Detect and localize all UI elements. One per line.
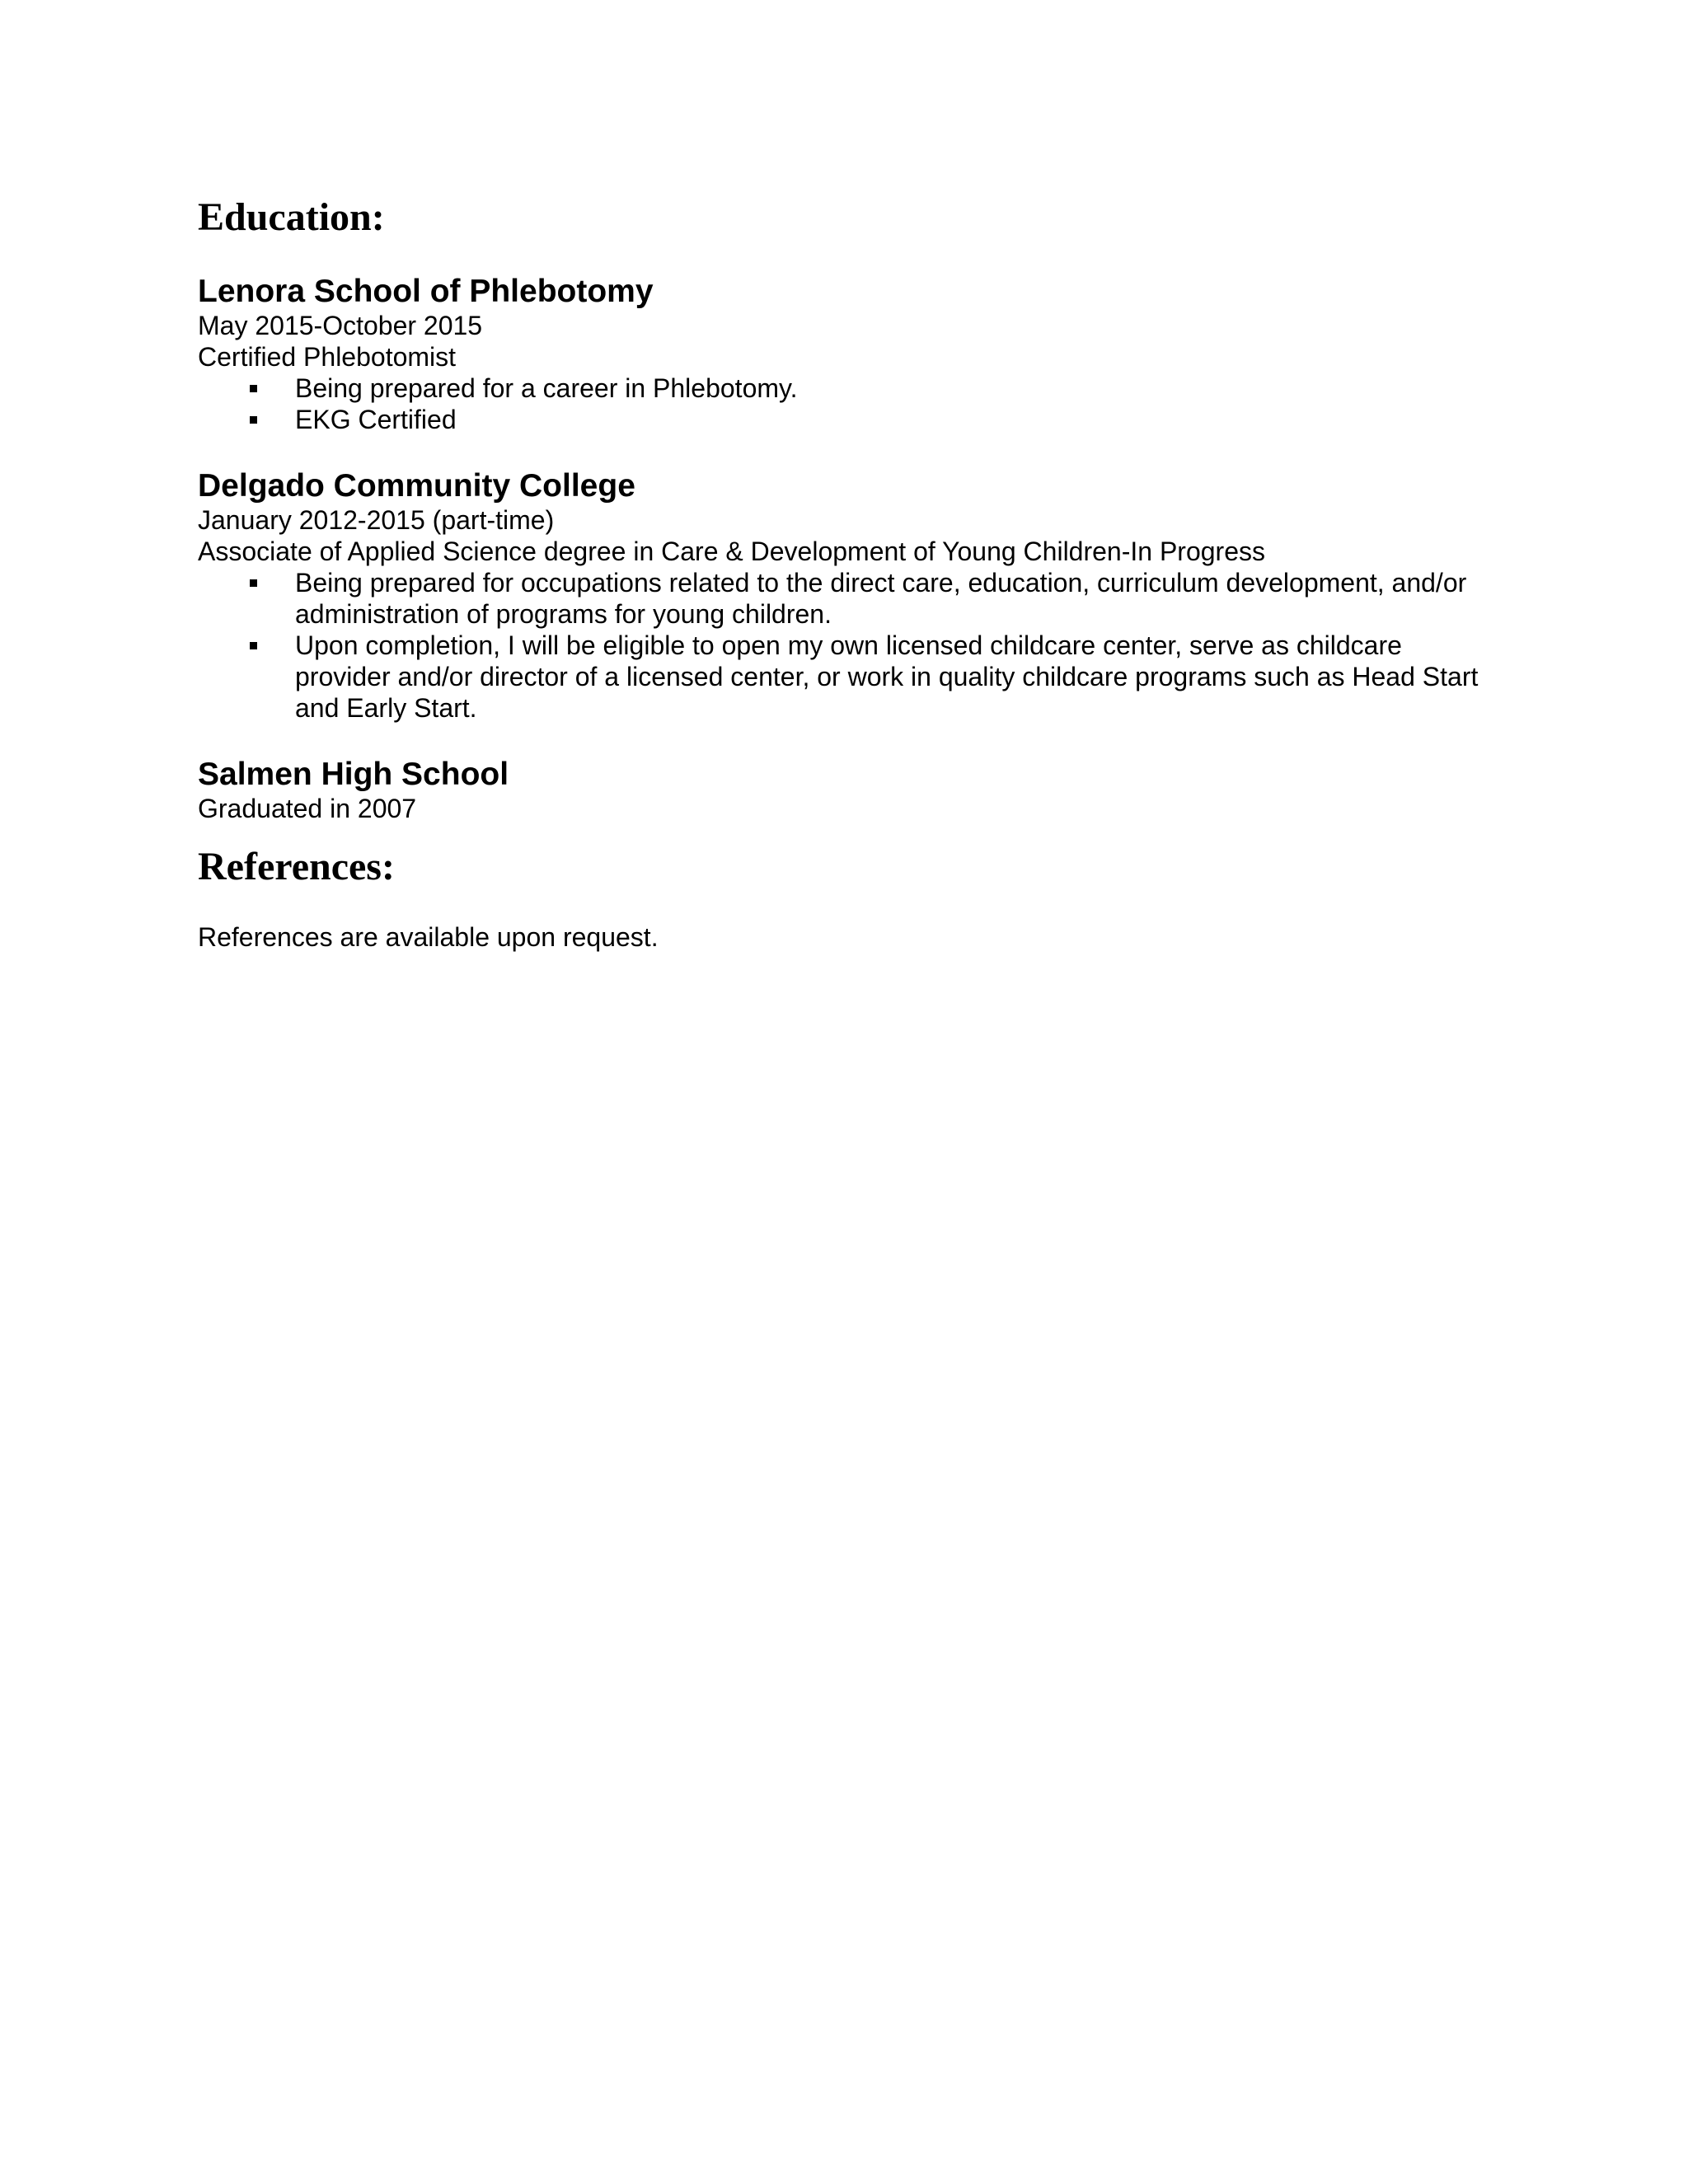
school-name: Salmen High School bbox=[198, 757, 509, 792]
square-bullet-icon bbox=[250, 416, 257, 424]
education-entry-lenora bbox=[198, 274, 1484, 435]
education-entry-delgado bbox=[198, 468, 1484, 724]
bullet-text: Being prepared for occupations related to the direct care, education, curriculum development, and/or administration of programs for young children. bbox=[295, 568, 1467, 629]
school-name: Delgado Community College bbox=[198, 468, 635, 504]
bullet-list bbox=[198, 567, 1484, 724]
education-entry-salmen bbox=[198, 757, 1484, 824]
square-bullet-icon bbox=[250, 579, 257, 587]
bullet-text: EKG Certified bbox=[295, 405, 457, 434]
bullet-list bbox=[198, 373, 1484, 435]
school-name: Lenora School of Phlebotomy bbox=[198, 274, 654, 309]
square-bullet-icon bbox=[250, 385, 257, 392]
bullet-text: Being prepared for a career in Phlebotomy. bbox=[295, 373, 798, 403]
school-credential: Certified Phlebotomist bbox=[198, 342, 457, 372]
square-bullet-icon bbox=[250, 642, 257, 649]
school-dates: Graduated in 2007 bbox=[198, 794, 417, 823]
school-dates: January 2012-2015 (part-time) bbox=[198, 505, 555, 535]
references-text: References are available upon request. bbox=[198, 922, 659, 952]
school-credential: Associate of Applied Science degree in Care & Development of Young Children-In Progress bbox=[198, 537, 1265, 566]
references-heading: References: bbox=[198, 845, 395, 888]
resume-content bbox=[198, 191, 1484, 953]
school-dates: May 2015-October 2015 bbox=[198, 311, 483, 340]
bullet-text: Upon completion, I will be eligible to open my own licensed childcare center, serve as childcare provider and/or director of a licensed center, or work in quality childcare programs such as Head Start and Early Start. bbox=[295, 630, 1479, 723]
bullet-item bbox=[198, 630, 1482, 724]
bullet-item bbox=[198, 373, 1482, 404]
education-heading: Education: bbox=[198, 195, 385, 239]
bullet-item bbox=[198, 567, 1482, 630]
bullet-item bbox=[198, 404, 1482, 435]
